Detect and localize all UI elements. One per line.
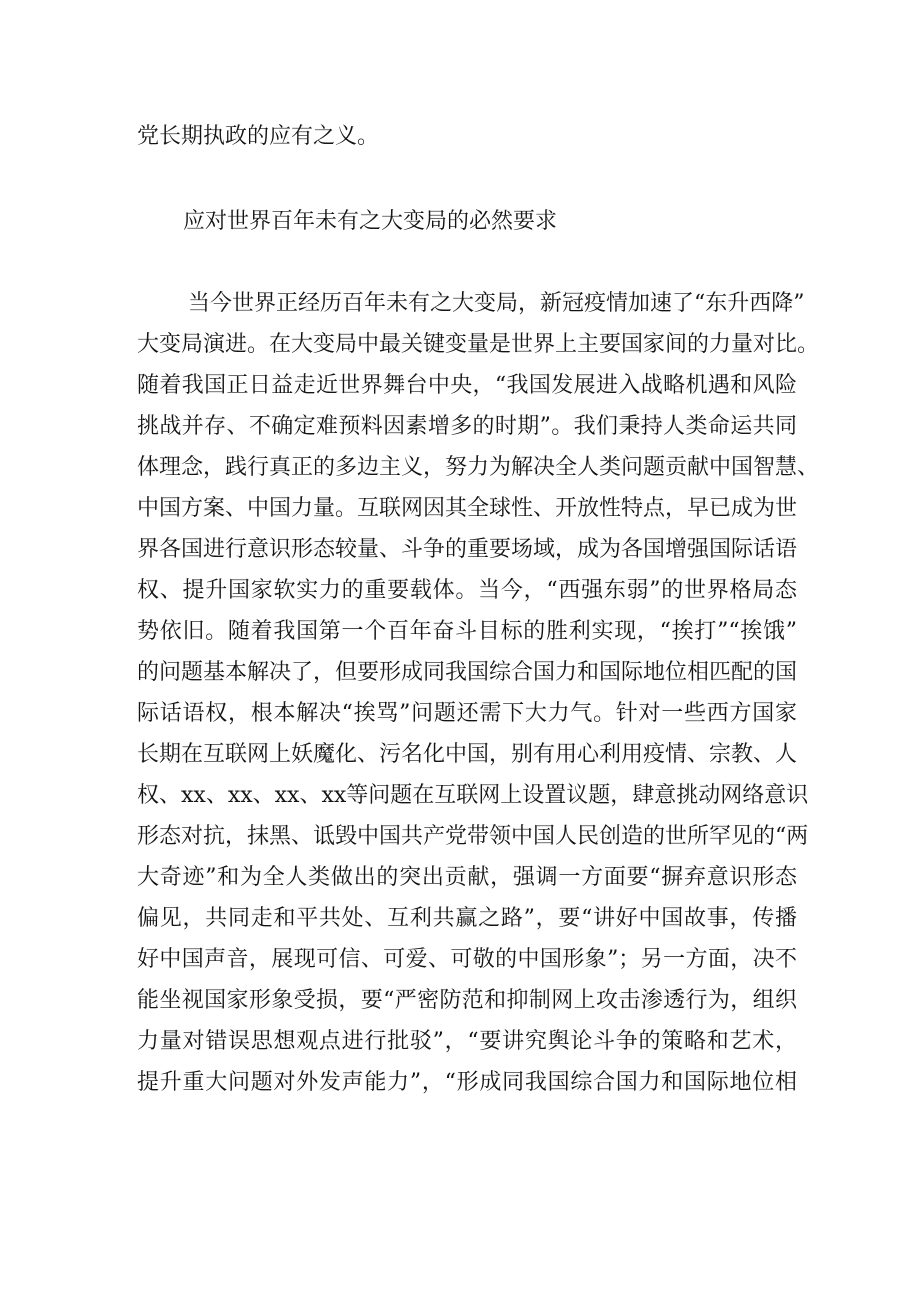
paragraph-line: 的问题基本解决了，但要形成同我国综合国力和国际地位相匹配的国 xyxy=(137,660,798,685)
paragraph-line: 挑战并存、不确定难预料因素增多的时期”。我们秉持人类命运共同 xyxy=(137,414,797,439)
paragraph-line: 界各国进行意识形态较量、斗争的重要场域，成为各国增强国际话语 xyxy=(137,537,798,562)
paragraph-line: 大奇迹”和为全人类做出的突出贡献，强调一方面要“摒弃意识形态 xyxy=(137,865,797,890)
paragraph-line: 长期在互联网上妖魔化、污名化中国，别有用心利用疫情、宗教、人 xyxy=(137,742,798,767)
paragraph-line: 随着我国正日益走近世界舞台中央，“我国发展进入战略机遇和风险 xyxy=(137,373,797,398)
section-heading: 应对世界百年未有之大变局的必然要求 xyxy=(183,209,558,234)
paragraph-line: 际话语权，根本解决“挨骂”问题还需下大力气。针对一些西方国家 xyxy=(137,701,797,726)
paragraph-line: 形态对抗，抹黑、诋毁中国共产党带领中国人民创造的世所罕见的“两 xyxy=(137,824,809,849)
paragraph-line: 当今世界正经历百年未有之大变局，新冠疫情加速了“东升西降” xyxy=(188,291,805,316)
paragraph-line: 中国方案、中国力量。互联网因其全球性、开放性特点，早已成为世 xyxy=(137,496,798,521)
paragraph-line: 势依旧。随着我国第一个百年奋斗目标的胜利实现，“挨打”“挨饿” xyxy=(137,619,797,644)
paragraph-line: 提升重大问题对外发声能力”，“形成同我国综合国力和国际地位相 xyxy=(137,1070,797,1095)
paragraph-line: 体理念，践行真正的多边主义，努力为解决全人类问题贡献中国智慧、 xyxy=(137,455,820,480)
paragraph-line: 偏见，共同走和平共处、互利共赢之路”，要“讲好中国故事，传播 xyxy=(137,906,797,931)
paragraph-line: 大变局演进。在大变局中最关键变量是世界上主要国家间的力量对比。 xyxy=(137,332,820,357)
paragraph-line: 好中国声音，展现可信、可爱、可敬的中国形象”；另一方面，决不 xyxy=(137,947,797,972)
paragraph-line: 权、xx、xx、xx、xx等问题在互联网上设置议题，肆意挑动网络意识 xyxy=(137,783,809,808)
paragraph-line: 权、提升国家软实力的重要载体。当今，“西强东弱”的世界格局态 xyxy=(137,578,797,603)
paragraph-line: 力量对错误思想观点进行批驳”，“要讲究舆论斗争的策略和艺术， xyxy=(137,1029,797,1054)
continuation-line: 党长期执政的应有之义。 xyxy=(137,124,380,149)
paragraph-line: 能坐视国家形象受损，要“严密防范和抑制网上攻击渗透行为，组织 xyxy=(137,988,797,1013)
